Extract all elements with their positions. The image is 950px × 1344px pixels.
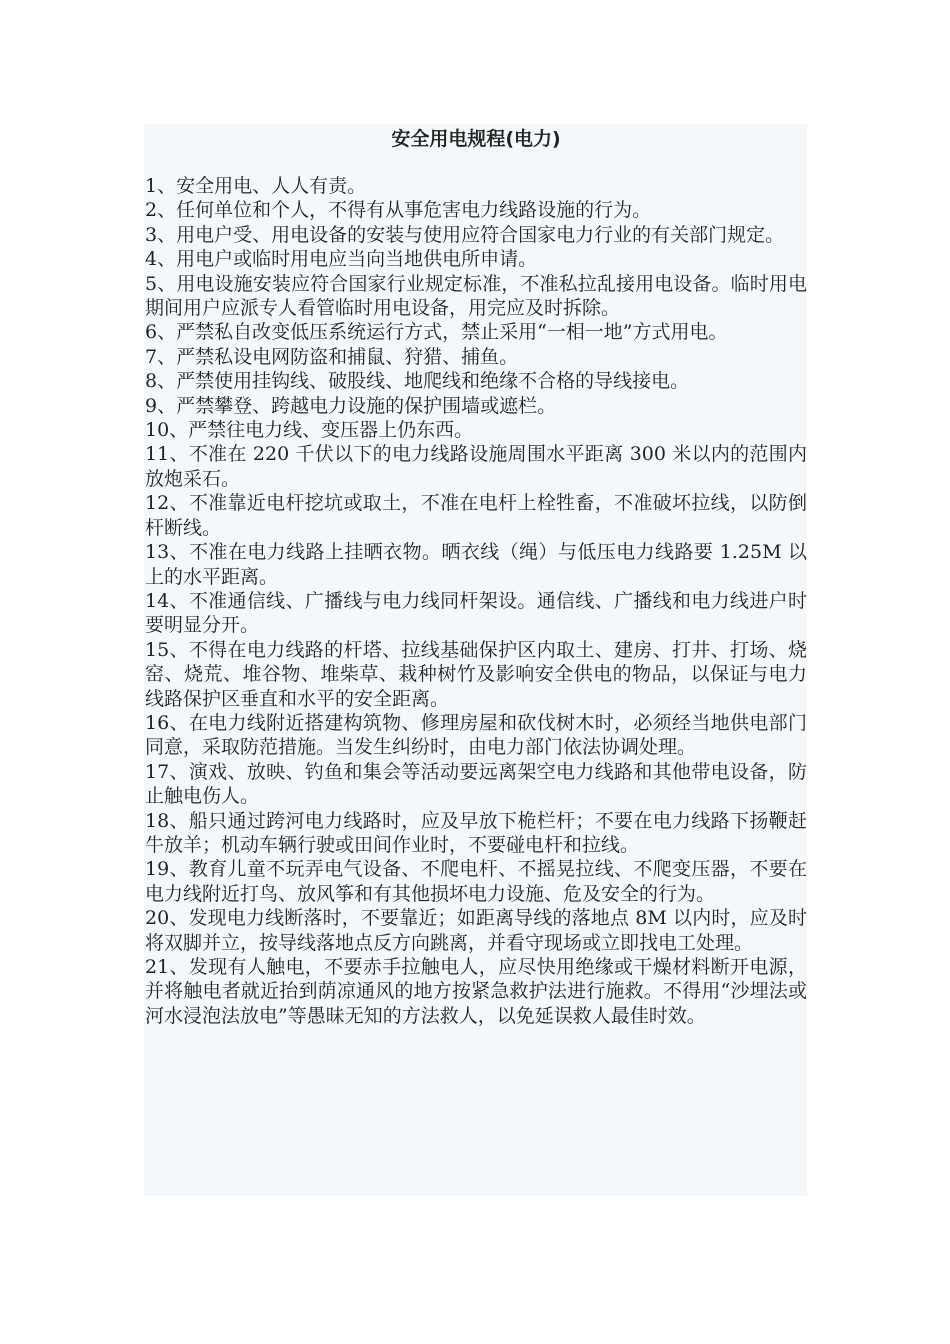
title-spacer bbox=[145, 152, 807, 174]
regulation-item: 11、不准在 220 千伏以下的电力线路设施周围水平距离 300 米以内的范围内放炮采石。 bbox=[145, 443, 807, 490]
regulation-item: 16、在电力线附近搭建构筑物、修理房屋和砍伐树木时，必须经当地供电部门同意，采取防范措施。当发生纠纷时，由电力部门依法协调处理。 bbox=[145, 711, 807, 759]
regulation-item: 5、用电设施安装应符合国家行业规定标准，不准私拉乱接用电设备。临时用电期间用户应派专人看管临时用电设备，用完应及时拆除。 bbox=[145, 272, 807, 320]
regulation-item: 19、教育儿童不玩弄电气设备、不爬电杆、不摇晃拉线、不爬变压器，不要在电力线附近打鸟、放风筝和有其他损坏电力设施、危及安全的行为。 bbox=[145, 858, 807, 905]
regulation-item: 13、不准在电力线路上挂晒衣物。晒衣线（绳）与低压电力线路要 1.25M 以上的水平距离。 bbox=[145, 541, 807, 588]
regulation-item: 3、用电户受、用电设备的安装与使用应符合国家电力行业的有关部门规定。 bbox=[145, 223, 785, 246]
document-title: 安全用电规程(电力) bbox=[391, 128, 561, 150]
regulation-item: 18、船只通过跨河电力线路时，应及早放下桅栏杆；不要在电力线路下扬鞭赶牛放羊；机动车辆行驶或田间作业时，不要碰电杆和拉线。 bbox=[145, 809, 807, 856]
regulation-item: 6、严禁私自改变低压系统运行方式，禁止采用“一相一地”方式用电。 bbox=[145, 321, 728, 344]
regulation-item: 20、发现电力线断落时，不要靠近；如距离导线的落地点 8M 以内时，应及时将双脚并立，按导线落地点反方向跳离，并看守现场或立即找电工处理。 bbox=[145, 907, 807, 954]
regulation-item: 2、任何单位和个人，不得有从事危害电力线路设施的行为。 bbox=[145, 199, 652, 222]
regulation-item: 17、演戏、放映、钓鱼和集会等活动要远离架空电力线路和其他带电设备，防止触电伤人。 bbox=[145, 760, 807, 808]
regulation-item: 7、严禁私设电网防盗和捕鼠、狩猎、捕鱼。 bbox=[145, 345, 519, 368]
regulation-list bbox=[145, 174, 807, 1028]
regulation-item: 4、用电户或临时用电应当向当地供电所申请。 bbox=[145, 248, 538, 271]
regulation-item: 8、严禁使用挂钩线、破股线、地爬线和绝缘不合格的导线接电。 bbox=[145, 370, 690, 393]
regulation-item: 12、不准靠近电杆挖坑或取土，不准在电杆上栓牲畜，不准破坏拉线，以防倒杆断线。 bbox=[145, 492, 807, 539]
regulation-item: 14、不准通信线、广播线与电力线同杆架设。通信线、广播线和电力线进户时要明显分开。 bbox=[145, 589, 807, 637]
regulation-item: 15、不得在电力线路的杆塔、拉线基础保护区内取土、建房、打井、打场、烧窑、烧荒、堆谷物、堆柴草、栽种树竹及影响安全供电的物品，以保证与电力线路保护区垂直和水平的安全距离。 bbox=[145, 638, 807, 710]
regulation-item: 1、安全用电、人人有责。 bbox=[145, 175, 367, 197]
regulation-item: 9、严禁攀登、跨越电力设施的保护围墙或遮栏。 bbox=[145, 394, 557, 417]
document-body bbox=[144, 124, 807, 1196]
regulation-item: 21、发现有人触电，不要赤手拉触电人，应尽快用绝缘或干燥材料断开电源，并将触电者就近抬到荫凉通风的地方按紧急救护法进行施救。不得用“沙埋法或河水浸泡法放电”等愚昧无知的方法救人，以免延误救人最佳时效。 bbox=[145, 956, 807, 1027]
regulation-item: 10、严禁往电力线、变压器上仍东西。 bbox=[145, 419, 474, 442]
